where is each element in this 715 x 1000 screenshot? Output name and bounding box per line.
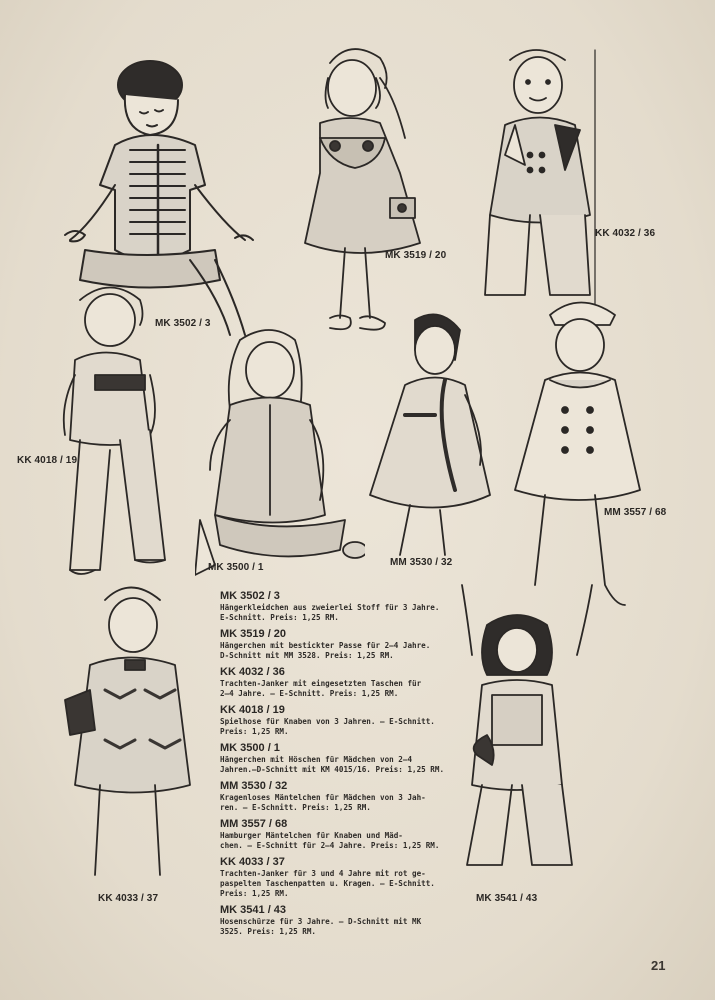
entry-code: MK 3502 / 3	[220, 590, 280, 602]
entry-line: Preis: 1,25 RM.	[220, 889, 289, 898]
catalog-entry	[220, 590, 450, 623]
entry-line: Trachten-Janker für 3 und 4 Jahre mit rot ge-	[220, 869, 426, 878]
entry-line: Hosenschürze für 3 Jahre. — D-Schnitt mit MK	[220, 917, 422, 926]
figure-label-mk3502: MK 3502 / 3	[155, 318, 211, 329]
catalog-entry	[220, 704, 450, 737]
entry-line: ren. — E-Schnitt. Preis: 1,25 RM.	[220, 803, 371, 812]
illustration-girl-collarless-coat	[365, 305, 500, 565]
catalog-entry	[220, 666, 450, 699]
entry-code: KK 4018 / 19	[220, 704, 285, 716]
entry-code: MK 3500 / 1	[220, 742, 280, 754]
entry-line: D-Schnitt mit MM 3528. Preis: 1,25 RM.	[220, 651, 394, 660]
figure-label-mm3530: MM 3530 / 32	[390, 557, 453, 568]
figure-label-mk3541: MK 3541 / 43	[476, 893, 538, 904]
figure-label-mk3519: MK 3519 / 20	[385, 250, 447, 261]
figure-label-kk4018: KK 4018 / 19	[17, 455, 78, 466]
page-number: 21	[651, 958, 666, 973]
entry-line: Spielhose für Knaben von 3 Jahren. — E-Schnitt.	[220, 717, 435, 726]
entry-line: Trachten-Janker mit eingesetzten Taschen für	[220, 679, 422, 688]
figure-label-mk3500: MK 3500 / 1	[208, 562, 264, 573]
entry-line: Hängerchen mit Höschen für Mädchen von 2—4	[220, 755, 413, 764]
entry-line: Hamburger Mäntelchen für Knaben und Mäd-	[220, 831, 403, 840]
illustration-girl-trouser-apron	[452, 575, 602, 895]
entry-code: MM 3530 / 32	[220, 780, 288, 792]
entry-code: MM 3557 / 68	[220, 818, 288, 830]
entry-code: KK 4032 / 36	[220, 666, 285, 678]
entry-line: Jahren.—D-Schnitt mit KM 4015/16. Preis: 1,25 RM.	[220, 765, 445, 774]
entry-line: Kragenloses Mäntelchen für Mädchen von 3 Jah-	[220, 793, 426, 802]
catalog-entry	[220, 780, 450, 813]
entry-line: paspelten Taschenpatten u. Kragen. — E-Schnitt.	[220, 879, 435, 888]
illustration-child-hamburg-coat	[505, 290, 645, 615]
catalog-entry	[220, 628, 450, 661]
figure-label-mm3557: MM 3557 / 68	[604, 507, 667, 518]
entry-line: Preis: 1,25 RM.	[220, 727, 289, 736]
catalog-entry	[220, 742, 450, 775]
entry-line: Hängerchen mit bestickter Passe für 2—4 Jahre.	[220, 641, 431, 650]
entry-line: 2—4 Jahre. — E-Schnitt. Preis: 1,25 RM.	[220, 689, 399, 698]
figure-label-kk4033: KK 4033 / 37	[98, 893, 159, 904]
catalog-entry	[220, 856, 450, 899]
catalog-entry	[220, 904, 450, 937]
entry-line: Hängerkleidchen aus zweierlei Stoff für 3 Jahre.	[220, 603, 440, 612]
illustration-boy-playsuit	[55, 280, 185, 580]
entry-code: MK 3519 / 20	[220, 628, 287, 640]
catalog-entry-list	[220, 590, 450, 942]
illustration-girl-kneeling	[195, 320, 365, 590]
entry-code: KK 4033 / 37	[220, 856, 285, 868]
entry-line: E-Schnitt. Preis: 1,25 RM.	[220, 613, 339, 622]
entry-line: chen. — E-Schnitt für 2—4 Jahre. Preis: 1,25 RM.	[220, 841, 440, 850]
figure-label-kk4032: KK 4032 / 36	[595, 228, 656, 239]
entry-line: 3525. Preis: 1,25 RM.	[220, 927, 317, 936]
entry-code: MK 3541 / 43	[220, 904, 287, 916]
catalog-entry	[220, 818, 450, 851]
illustration-boy-trachten-janker	[55, 580, 205, 890]
